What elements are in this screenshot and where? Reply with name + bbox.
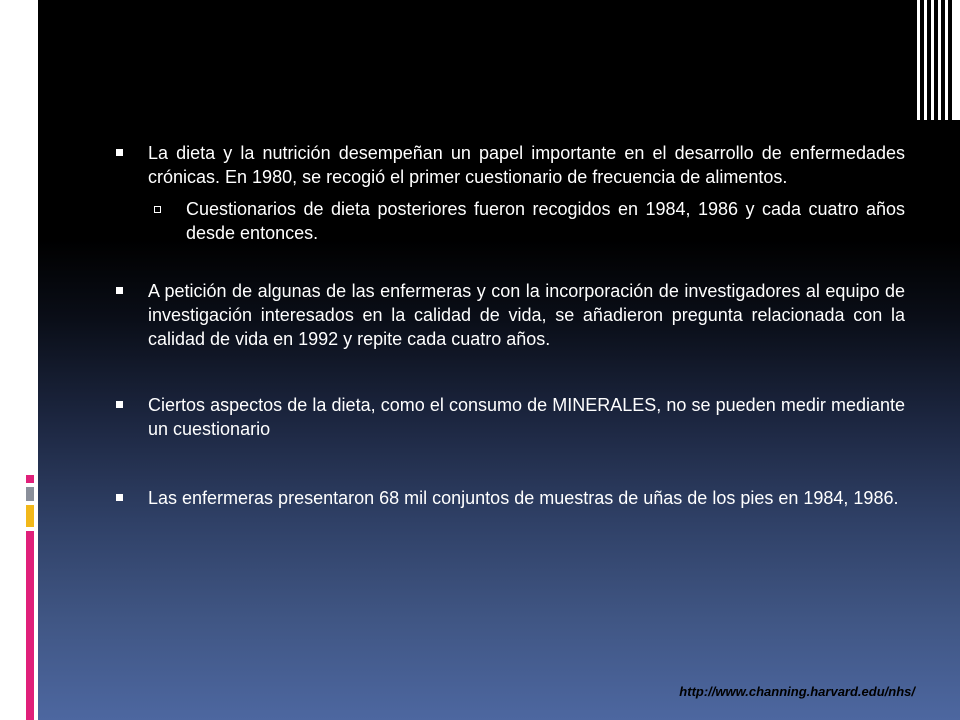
side-accent-bars (26, 475, 35, 720)
sub-bullet-item (148, 197, 905, 245)
hollow-square-bullet-icon (154, 206, 161, 213)
decorative-line (931, 0, 934, 120)
decorative-line (938, 0, 941, 120)
footer-source-link[interactable]: http://www.channing.harvard.edu/nhs/ (679, 684, 915, 699)
square-bullet-icon (116, 401, 123, 408)
bullet-text: Ciertos aspectos de la dieta, como el consumo de MINERALES, no se pueden medir mediante un cuestionario (148, 395, 905, 439)
bullet-text: Las enfermeras presentaron 68 mil conjuntos de muestras de uñas de los pies en 1984, 1986. (148, 488, 899, 508)
slide-body (112, 141, 905, 510)
square-bullet-icon (116, 287, 123, 294)
accent-bar-pink-bottom (26, 531, 34, 720)
bullet-text: A petición de algunas de las enfermeras y con la incorporación de investigadores al equipo de investigación interesados en la calidad de vida, se añadieron pregunta relacionada con la calidad de vida en 1992 y repite cada cuatro años. (148, 281, 905, 349)
square-bullet-icon (116, 494, 123, 501)
bullet-text: La dieta y la nutrición desempeñan un papel importante en el desarrollo de enfermedades crónicas. En 1980, se recogió el primer cuestionario de frecuencia de alimentos. (148, 143, 905, 187)
accent-bar-pink-top (26, 475, 34, 483)
accent-bar-gray (26, 487, 34, 501)
bullet-item (112, 486, 905, 510)
decorative-line (924, 0, 927, 120)
square-bullet-icon (116, 149, 123, 156)
decorative-line (952, 0, 960, 120)
sub-bullet-text: Cuestionarios de dieta posteriores fueron recogidos en 1984, 1986 y cada cuatro años desde entonces. (186, 199, 905, 243)
top-right-decorative-lines (917, 0, 960, 120)
decorative-line (945, 0, 948, 120)
decorative-line (917, 0, 920, 120)
bullet-item (112, 393, 905, 441)
bullet-item (112, 279, 905, 351)
bullet-item (112, 141, 905, 189)
accent-bar-yellow (26, 505, 34, 527)
